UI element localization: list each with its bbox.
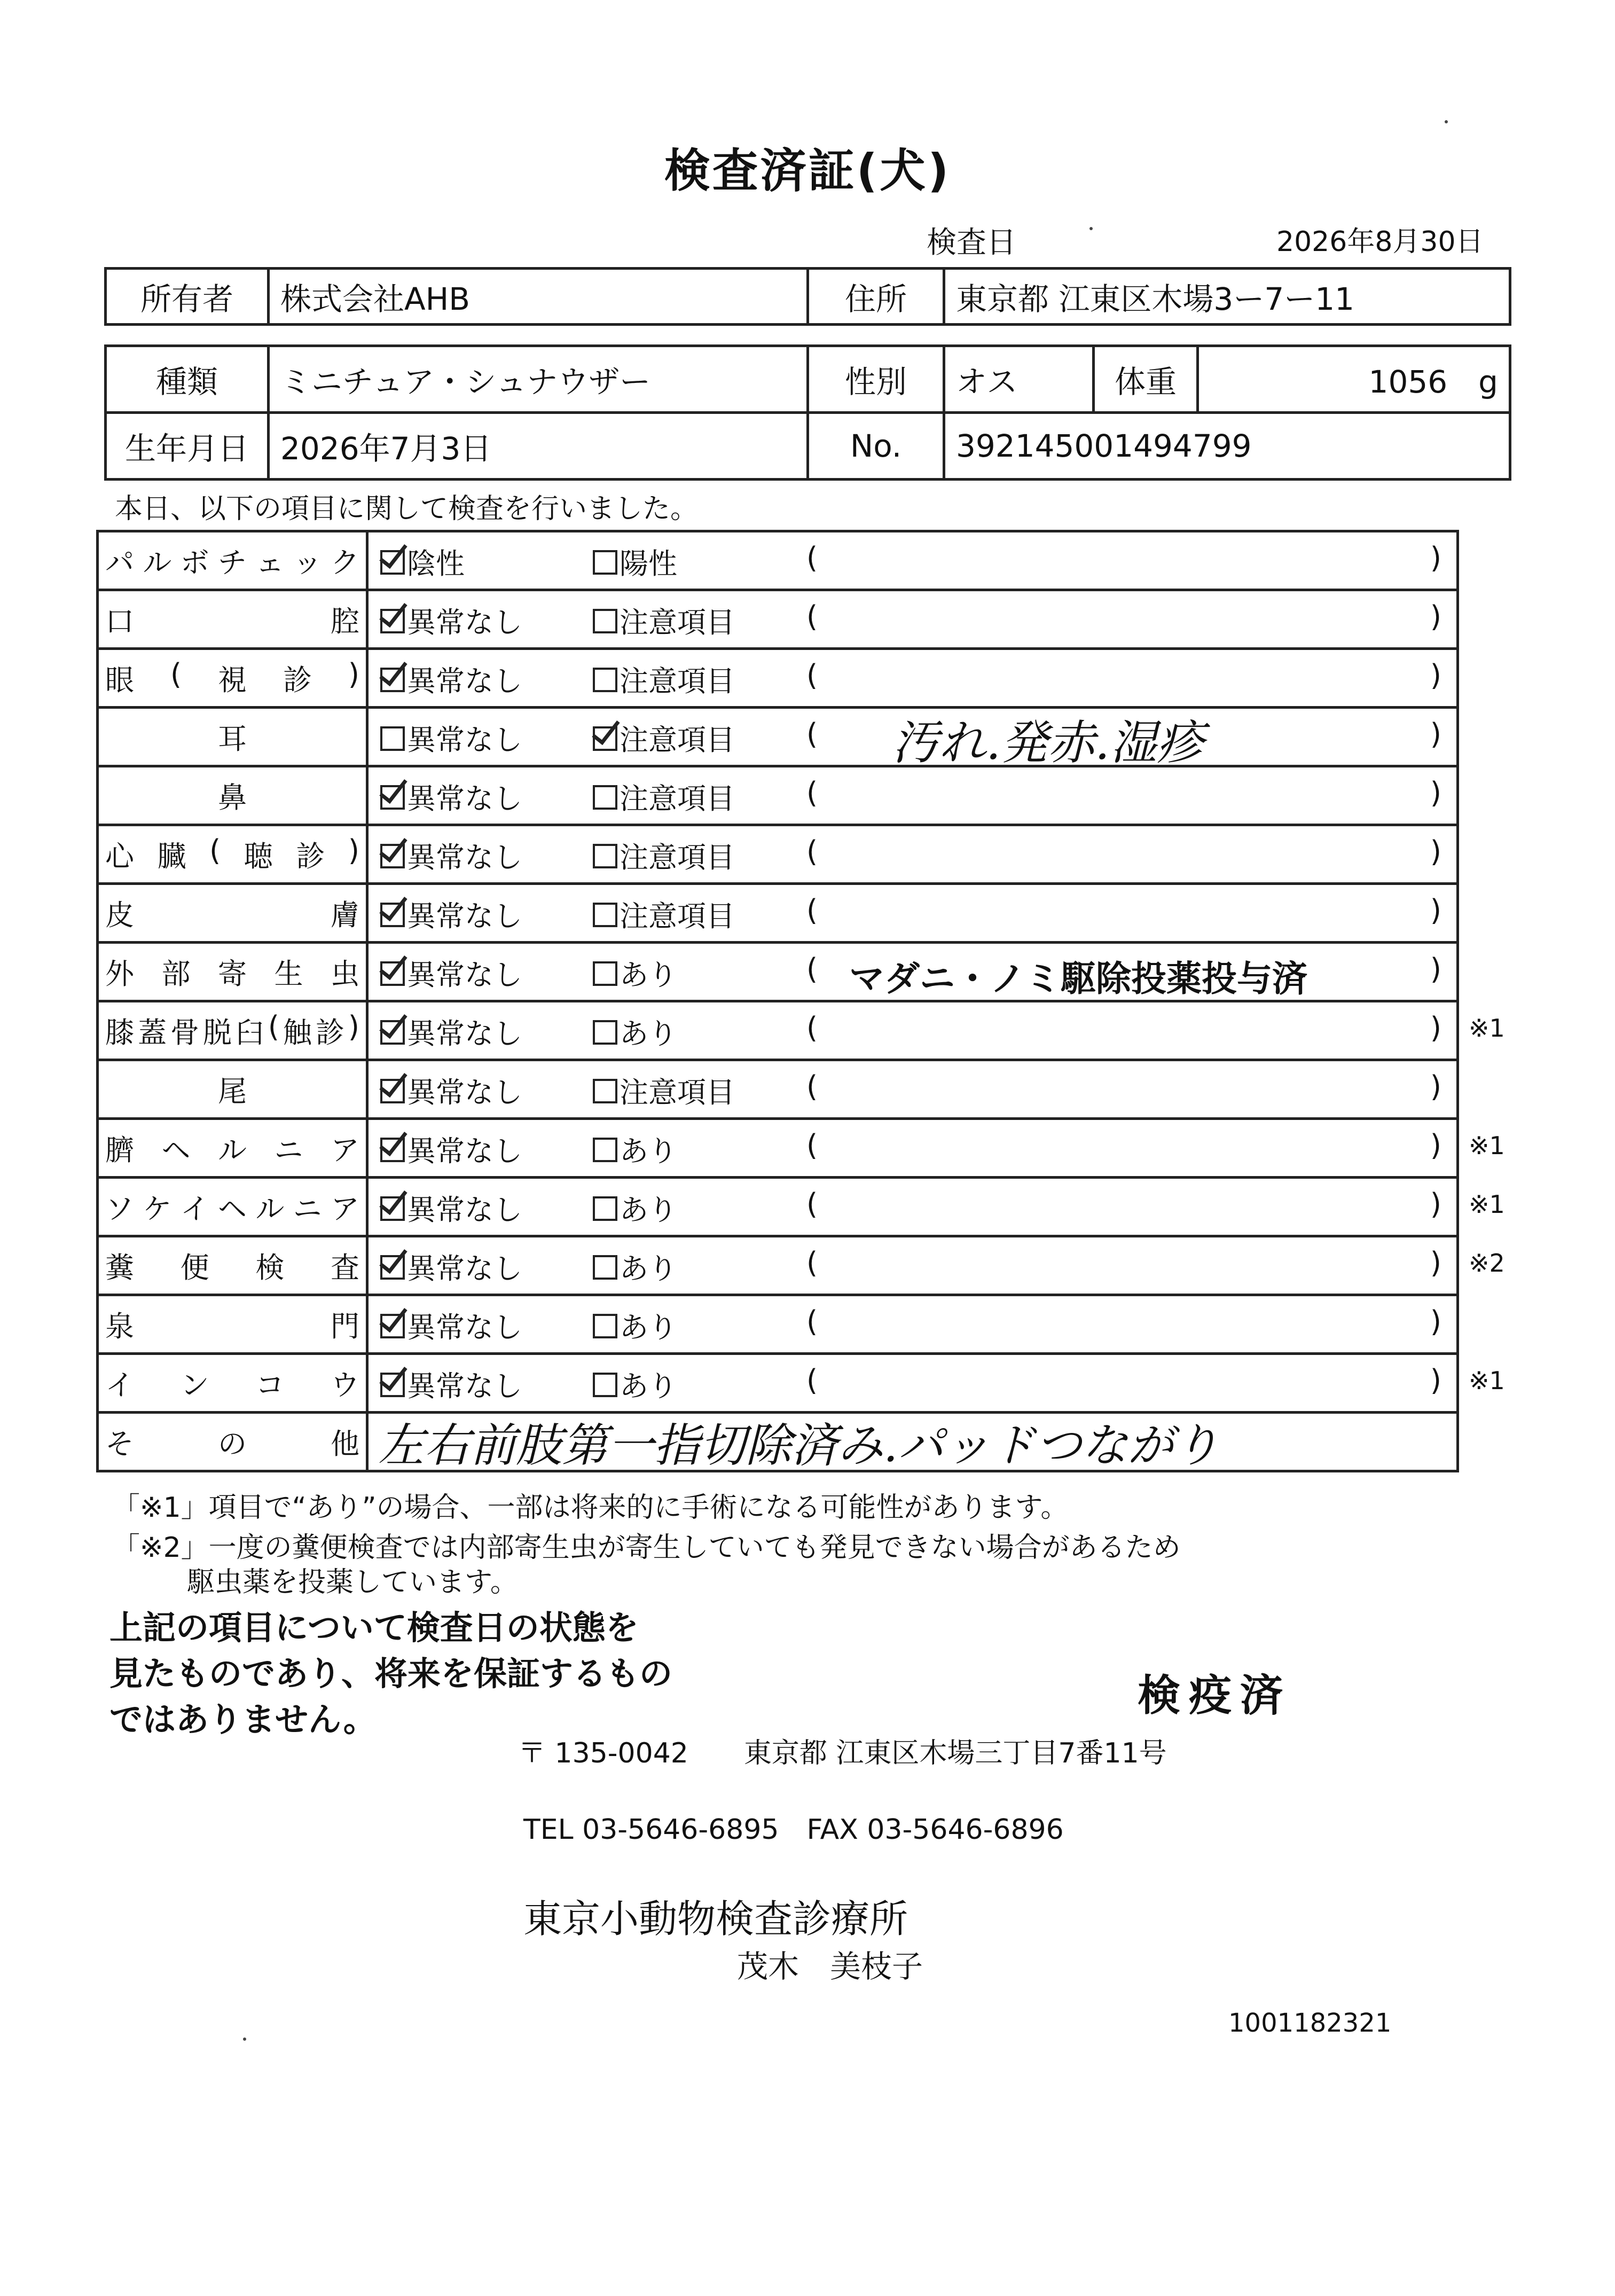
item-label-char: 虫 bbox=[331, 957, 359, 991]
option-1-label: 異常なし bbox=[407, 1311, 522, 1344]
item-label-cell bbox=[98, 1236, 367, 1295]
option-1-label: 陰性 bbox=[407, 547, 465, 581]
scan-speck bbox=[243, 2038, 246, 2041]
item-label bbox=[105, 1304, 359, 1345]
inspection-row bbox=[98, 1001, 1458, 1060]
paren-close: ) bbox=[1430, 1070, 1441, 1103]
checkbox-icon[interactable] bbox=[593, 961, 617, 986]
option-2[interactable] bbox=[593, 717, 735, 758]
paren-open: ( bbox=[806, 1305, 818, 1338]
inspection-row bbox=[98, 1119, 1458, 1178]
option-2[interactable] bbox=[593, 1246, 677, 1287]
item-label-char: 便 bbox=[180, 1251, 209, 1284]
item-label bbox=[105, 1127, 359, 1169]
item-label bbox=[105, 1186, 359, 1227]
weight-label: 体重 bbox=[1094, 346, 1198, 413]
paren-close: ) bbox=[1430, 600, 1441, 633]
item-label-char: ク bbox=[330, 546, 359, 579]
inspection-row bbox=[98, 531, 1458, 590]
item-result-cell bbox=[367, 590, 1458, 649]
option-1[interactable] bbox=[380, 776, 522, 817]
paren-close: ) bbox=[1430, 541, 1441, 575]
paren-close: ) bbox=[1430, 1305, 1441, 1338]
option-1-label: 異常なし bbox=[407, 1017, 522, 1051]
disclaimer-line-1: 上記の項目について検査日の状態を bbox=[109, 1608, 639, 1647]
document-id: 1001182321 bbox=[1228, 2008, 1392, 2038]
option-2-label: 注意項目 bbox=[620, 723, 735, 757]
item-label-char: ) bbox=[348, 1010, 359, 1044]
note-mark: ※2 bbox=[1469, 1249, 1505, 1278]
checkbox-icon[interactable] bbox=[380, 550, 405, 575]
option-2-label: あり bbox=[620, 1017, 677, 1051]
item-label-char: 門 bbox=[331, 1310, 359, 1343]
checkbox-icon[interactable] bbox=[380, 1314, 405, 1338]
sex-label: 性別 bbox=[808, 346, 944, 413]
paren-open: ( bbox=[806, 1011, 818, 1045]
paren-open: ( bbox=[806, 835, 818, 868]
option-1[interactable] bbox=[380, 1070, 522, 1111]
item-label-char: チ bbox=[217, 546, 247, 579]
item-label-cell bbox=[98, 884, 367, 943]
item-label-char: ニ bbox=[293, 1192, 322, 1226]
paren-close: ) bbox=[1430, 1187, 1441, 1221]
item-label-char: ン bbox=[180, 1368, 209, 1402]
inspection-row bbox=[98, 590, 1458, 649]
option-1[interactable] bbox=[380, 717, 522, 758]
inspection-row bbox=[98, 943, 1458, 1001]
item-label-cell bbox=[98, 943, 367, 1001]
option-2-label: 注意項目 bbox=[620, 841, 735, 874]
option-2-label: 注意項目 bbox=[620, 782, 735, 816]
item-label-char: イ bbox=[180, 1192, 209, 1226]
checkbox-icon[interactable] bbox=[593, 785, 617, 810]
option-1[interactable] bbox=[380, 1129, 522, 1170]
paren-close: ) bbox=[1430, 1246, 1441, 1280]
item-result-cell bbox=[367, 1295, 1458, 1354]
clinic-address: 〒 135-0042 東京都 江東区木場三丁目7番11号 bbox=[518, 1737, 1167, 1769]
option-1-label: 異常なし bbox=[407, 782, 522, 816]
item-result-cell bbox=[367, 531, 1458, 590]
item-label: 尾 bbox=[218, 1075, 247, 1108]
item-label-char: 診 bbox=[315, 1016, 344, 1049]
option-1[interactable] bbox=[380, 1187, 522, 1228]
item-label-cell bbox=[98, 1178, 367, 1236]
item-result-cell bbox=[367, 1060, 1458, 1119]
other-label-char: の bbox=[218, 1427, 247, 1461]
other-comment-cell bbox=[367, 1413, 1458, 1471]
item-label-char: 口 bbox=[105, 605, 134, 638]
item-result-cell bbox=[367, 708, 1458, 766]
item-label-char: ケ bbox=[143, 1192, 172, 1226]
item-label-char: 臍 bbox=[105, 1133, 134, 1167]
checkbox-icon[interactable] bbox=[380, 1255, 405, 1280]
breed-label: 種類 bbox=[106, 346, 269, 413]
item-label-char: 寄 bbox=[218, 957, 247, 991]
checkbox-icon[interactable] bbox=[380, 903, 405, 927]
footnote-2-line-2: 駆虫薬を投薬しています。 bbox=[187, 1566, 518, 1598]
item-label bbox=[105, 657, 359, 699]
item-label-char: 外 bbox=[105, 957, 134, 991]
paren-open: ( bbox=[806, 717, 818, 751]
item-label-char: 眼 bbox=[105, 663, 134, 697]
item-label-cell bbox=[98, 708, 367, 766]
option-1-label: 異常なし bbox=[407, 899, 522, 933]
item-label bbox=[105, 1010, 359, 1051]
item-label-char: ル bbox=[255, 1192, 285, 1226]
disclaimer-line-3: ではありません。 bbox=[109, 1700, 377, 1739]
item-label-char: ) bbox=[348, 657, 359, 691]
checkbox-icon[interactable] bbox=[593, 609, 617, 633]
quarantine-stamp: 検疫済 bbox=[1138, 1671, 1291, 1720]
option-2-label: 陽性 bbox=[620, 547, 677, 581]
checkbox-icon[interactable] bbox=[593, 726, 617, 751]
option-2[interactable] bbox=[593, 835, 735, 876]
item-label bbox=[105, 834, 359, 875]
option-2-label: あり bbox=[620, 1193, 677, 1227]
checkbox-icon[interactable] bbox=[380, 844, 405, 868]
item-label-char: 脱 bbox=[202, 1016, 232, 1049]
checkbox-icon[interactable] bbox=[593, 844, 617, 868]
option-1[interactable] bbox=[380, 600, 522, 641]
item-label-char: 糞 bbox=[105, 1251, 134, 1284]
item-label-cell bbox=[98, 649, 367, 708]
item-label-char: ア bbox=[331, 1133, 359, 1167]
option-2-label: 注意項目 bbox=[620, 1076, 735, 1109]
option-2[interactable] bbox=[593, 1364, 677, 1405]
note-mark: ※1 bbox=[1469, 1014, 1505, 1043]
item-label-char: 査 bbox=[330, 1251, 359, 1284]
option-2[interactable] bbox=[593, 1070, 735, 1111]
item-label-char: 骨 bbox=[170, 1016, 199, 1049]
item-label-char: ア bbox=[330, 1192, 359, 1226]
inspection-items-table bbox=[96, 530, 1459, 1472]
item-label-char: 心 bbox=[105, 840, 134, 873]
item-label-char: ボ bbox=[180, 546, 209, 579]
item-label-char: 検 bbox=[255, 1251, 285, 1284]
option-1[interactable] bbox=[380, 541, 465, 582]
option-2-label: あり bbox=[620, 1311, 677, 1344]
paren-close: ) bbox=[1430, 1129, 1441, 1162]
item-result-cell bbox=[367, 943, 1458, 1001]
item-label-char: 皮 bbox=[105, 898, 134, 932]
item-label bbox=[105, 951, 359, 992]
option-2[interactable] bbox=[593, 1187, 677, 1228]
item-label-char: 視 bbox=[217, 663, 247, 697]
no-value: 392145001494799 bbox=[944, 413, 1510, 480]
item-label-char: イ bbox=[105, 1368, 134, 1402]
option-1[interactable] bbox=[380, 659, 522, 700]
option-1-label: 異常なし bbox=[407, 723, 522, 757]
option-2-label: 注意項目 bbox=[620, 606, 735, 639]
address-label: 住所 bbox=[808, 269, 944, 325]
option-1-label: 異常なし bbox=[407, 664, 522, 698]
item-result-cell bbox=[367, 1119, 1458, 1178]
inspection-row bbox=[98, 649, 1458, 708]
option-1-label: 異常なし bbox=[407, 1252, 522, 1286]
checkbox-icon[interactable] bbox=[593, 668, 617, 692]
checkbox-icon[interactable] bbox=[380, 1079, 405, 1103]
checkbox-icon[interactable] bbox=[380, 1373, 405, 1397]
paren-close: ) bbox=[1430, 776, 1441, 810]
paren-open: ( bbox=[806, 1070, 818, 1103]
item-label-cell bbox=[98, 531, 367, 590]
address-value: 東京都 江東区木場3ー7ー11 bbox=[944, 269, 1510, 325]
note-mark: ※1 bbox=[1469, 1366, 1505, 1395]
item-label-char: ( bbox=[268, 1010, 279, 1044]
item-result-cell bbox=[367, 766, 1458, 825]
paren-close: ) bbox=[1430, 717, 1441, 751]
item-label-char: 蓋 bbox=[137, 1016, 167, 1049]
paren-open: ( bbox=[806, 952, 818, 986]
checkbox-icon[interactable] bbox=[380, 609, 405, 633]
inspection-row bbox=[98, 766, 1458, 825]
checkbox-icon[interactable] bbox=[380, 785, 405, 810]
owner-label: 所有者 bbox=[106, 269, 269, 325]
checkbox-icon[interactable] bbox=[593, 1079, 617, 1103]
footnote-1: 「※1」項目で“あり”の場合、一部は将来的に手術になる可能性があります。 bbox=[112, 1492, 1069, 1524]
paren-close: ) bbox=[1430, 952, 1441, 986]
item-label-char: ッ bbox=[293, 546, 322, 579]
option-1-label: 異常なし bbox=[407, 1193, 522, 1227]
option-2[interactable] bbox=[593, 659, 735, 700]
item-result-cell bbox=[367, 884, 1458, 943]
item-label-cell bbox=[98, 766, 367, 825]
item-label-char: ソ bbox=[105, 1192, 134, 1226]
item-label-char: 生 bbox=[274, 957, 303, 991]
option-1-label: 異常なし bbox=[407, 958, 522, 992]
other-label-char: 他 bbox=[331, 1427, 359, 1461]
option-2[interactable] bbox=[593, 894, 735, 935]
paren-open: ( bbox=[806, 1364, 818, 1397]
option-2[interactable] bbox=[593, 541, 677, 582]
option-1[interactable] bbox=[380, 1364, 522, 1405]
scan-speck bbox=[1445, 120, 1448, 123]
paren-open: ( bbox=[806, 1129, 818, 1162]
checkbox-icon[interactable] bbox=[593, 903, 617, 927]
item-label-cell bbox=[98, 1295, 367, 1354]
option-2-label: 注意項目 bbox=[620, 664, 735, 698]
option-2[interactable] bbox=[593, 600, 735, 641]
item-label-char: ル bbox=[218, 1133, 247, 1167]
inspection-row bbox=[98, 825, 1458, 884]
sex-value: オス bbox=[944, 346, 1094, 413]
option-1-label: 異常なし bbox=[407, 841, 522, 874]
paren-open: ( bbox=[806, 1187, 818, 1221]
option-2[interactable] bbox=[593, 1129, 677, 1170]
item-comment: マダニ・ノミ駆除投薬投与済 bbox=[849, 958, 1307, 999]
inspection-row bbox=[98, 1060, 1458, 1119]
checkbox-icon[interactable] bbox=[593, 550, 617, 575]
checkbox-icon[interactable] bbox=[593, 1138, 617, 1162]
pet-table bbox=[104, 344, 1511, 481]
item-label-char: ル bbox=[143, 546, 172, 579]
inspection-date-value: 2026年8月30日 bbox=[1276, 226, 1484, 258]
item-label-char: ( bbox=[170, 657, 182, 691]
clinic-tel-fax: TEL 03-5646-6895 FAX 03-5646-6896 bbox=[523, 1814, 1064, 1846]
paren-open: ( bbox=[806, 776, 818, 810]
item-label-char: ) bbox=[348, 834, 359, 867]
weight-cell bbox=[1198, 346, 1510, 413]
inspection-date-label: 検査日 bbox=[927, 225, 1016, 260]
other-label-char: そ bbox=[105, 1427, 134, 1461]
item-label-char: ニ bbox=[274, 1133, 303, 1167]
intro-text: 本日、以下の項目に関して検査を行いました。 bbox=[115, 493, 699, 525]
option-1[interactable] bbox=[380, 952, 522, 993]
other-comment: 左右前肢第一指切除済み.パッドつながり bbox=[378, 1419, 1220, 1471]
option-1-label: 異常なし bbox=[407, 1076, 522, 1109]
paren-open: ( bbox=[806, 541, 818, 575]
item-label bbox=[105, 1362, 359, 1404]
paren-close: ) bbox=[1430, 894, 1441, 927]
checkbox-icon[interactable] bbox=[593, 1196, 617, 1221]
option-2-label: 注意項目 bbox=[620, 899, 735, 933]
item-label-char: コ bbox=[255, 1368, 285, 1402]
item-result-cell bbox=[367, 1354, 1458, 1413]
checkbox-icon[interactable] bbox=[380, 668, 405, 692]
note-mark: ※1 bbox=[1469, 1131, 1505, 1160]
doctor-name: 茂木 美枝子 bbox=[737, 1948, 923, 1985]
item-label-char: ( bbox=[209, 834, 221, 867]
disclaimer-line-2: 見たものであり、将来を保証するもの bbox=[109, 1654, 673, 1693]
option-1[interactable] bbox=[380, 1305, 522, 1346]
inspection-row bbox=[98, 1178, 1458, 1236]
paren-open: ( bbox=[806, 600, 818, 633]
item-label-char: 膚 bbox=[331, 898, 359, 932]
paren-open: ( bbox=[806, 659, 818, 692]
note-mark: ※1 bbox=[1469, 1190, 1505, 1219]
paren-close: ) bbox=[1430, 659, 1441, 692]
checkbox-icon[interactable] bbox=[380, 1196, 405, 1221]
other-label bbox=[105, 1421, 359, 1462]
item-label-char: 触 bbox=[283, 1016, 312, 1049]
other-label-cell bbox=[98, 1413, 367, 1471]
item-label bbox=[105, 599, 359, 640]
checkbox-icon[interactable] bbox=[593, 1373, 617, 1397]
option-2[interactable] bbox=[593, 1305, 677, 1346]
option-1-label: 異常なし bbox=[407, 1134, 522, 1168]
option-2[interactable] bbox=[593, 952, 677, 993]
scan-speck bbox=[1089, 227, 1093, 230]
paren-close: ) bbox=[1430, 835, 1441, 868]
item-label-char: 部 bbox=[161, 957, 191, 991]
option-1[interactable] bbox=[380, 894, 522, 935]
option-1-label: 異常なし bbox=[407, 1369, 522, 1403]
inspection-row bbox=[98, 708, 1458, 766]
item-label-char: ヘ bbox=[217, 1192, 247, 1226]
checkbox-icon[interactable] bbox=[593, 1255, 617, 1280]
footnote-2-line-1: 「※2」一度の糞便検査では内部寄生虫が寄生していても発見できない場合があるため bbox=[112, 1532, 1181, 1564]
option-2-label: あり bbox=[620, 958, 677, 992]
item-label: 鼻 bbox=[218, 781, 247, 814]
paren-close: ) bbox=[1430, 1011, 1441, 1045]
item-label-cell bbox=[98, 590, 367, 649]
item-label-char: ェ bbox=[255, 546, 285, 579]
item-label-char: 聴 bbox=[244, 840, 273, 873]
checkbox-icon[interactable] bbox=[593, 1314, 617, 1338]
item-result-cell bbox=[367, 649, 1458, 708]
paren-open: ( bbox=[806, 894, 818, 927]
item-label-char: パ bbox=[105, 546, 134, 579]
other-row bbox=[98, 1413, 1458, 1471]
option-1[interactable] bbox=[380, 1011, 522, 1052]
item-label-cell bbox=[98, 1354, 367, 1413]
item-label: 耳 bbox=[218, 722, 247, 756]
inspection-row bbox=[98, 884, 1458, 943]
inspection-row bbox=[98, 1295, 1458, 1354]
option-1[interactable] bbox=[380, 835, 522, 876]
option-2-label: あり bbox=[620, 1134, 677, 1168]
item-result-cell bbox=[367, 1001, 1458, 1060]
birth-value: 2026年7月3日 bbox=[269, 413, 808, 480]
item-label bbox=[105, 1245, 359, 1286]
birth-label: 生年月日 bbox=[106, 413, 269, 480]
no-label: No. bbox=[808, 413, 944, 480]
weight-value: 1056 bbox=[1368, 364, 1448, 400]
checkbox-icon[interactable] bbox=[380, 1020, 405, 1045]
weight-unit: g bbox=[1478, 364, 1498, 400]
owner-table bbox=[104, 267, 1511, 326]
option-2-label: あり bbox=[620, 1252, 677, 1286]
item-label-cell bbox=[98, 1119, 367, 1178]
document-title: 検査済証(犬) bbox=[664, 144, 951, 198]
option-1-label: 異常なし bbox=[407, 606, 522, 639]
item-label-char: 泉 bbox=[105, 1310, 134, 1343]
item-label-char: 診 bbox=[296, 840, 325, 873]
option-2[interactable] bbox=[593, 1011, 677, 1052]
clinic-name: 東京小動物検査診療所 bbox=[523, 1897, 908, 1941]
item-label-char: 診 bbox=[283, 663, 312, 697]
checkbox-icon[interactable] bbox=[380, 1138, 405, 1162]
item-label-char: 膝 bbox=[105, 1016, 134, 1049]
item-label-char: ウ bbox=[330, 1368, 359, 1402]
item-comment: 汚れ.発赤.湿疹 bbox=[892, 715, 1204, 766]
paren-open: ( bbox=[806, 1246, 818, 1280]
item-result-cell bbox=[367, 825, 1458, 884]
item-result-cell bbox=[367, 1178, 1458, 1236]
option-1[interactable] bbox=[380, 1246, 522, 1287]
owner-value: 株式会社AHB bbox=[269, 269, 808, 325]
item-result-cell bbox=[367, 1236, 1458, 1295]
item-label-cell bbox=[98, 825, 367, 884]
breed-value: ミニチュア・シュナウザー bbox=[269, 346, 808, 413]
checkbox-icon[interactable] bbox=[380, 961, 405, 986]
item-label bbox=[105, 540, 359, 581]
option-2-label: あり bbox=[620, 1369, 677, 1403]
checkbox-icon[interactable] bbox=[593, 1020, 617, 1045]
item-label-char: ヘ bbox=[161, 1133, 191, 1167]
item-label-char: 腔 bbox=[331, 605, 359, 638]
item-label-char: 臓 bbox=[157, 840, 186, 873]
item-label bbox=[105, 892, 359, 934]
inspection-row bbox=[98, 1236, 1458, 1295]
option-2[interactable] bbox=[593, 776, 735, 817]
inspection-row bbox=[98, 1354, 1458, 1413]
item-label-cell bbox=[98, 1060, 367, 1119]
item-label-cell bbox=[98, 1001, 367, 1060]
paren-close: ) bbox=[1430, 1364, 1441, 1397]
item-label-char: 臼 bbox=[235, 1016, 264, 1049]
checkbox-icon[interactable] bbox=[380, 726, 405, 751]
